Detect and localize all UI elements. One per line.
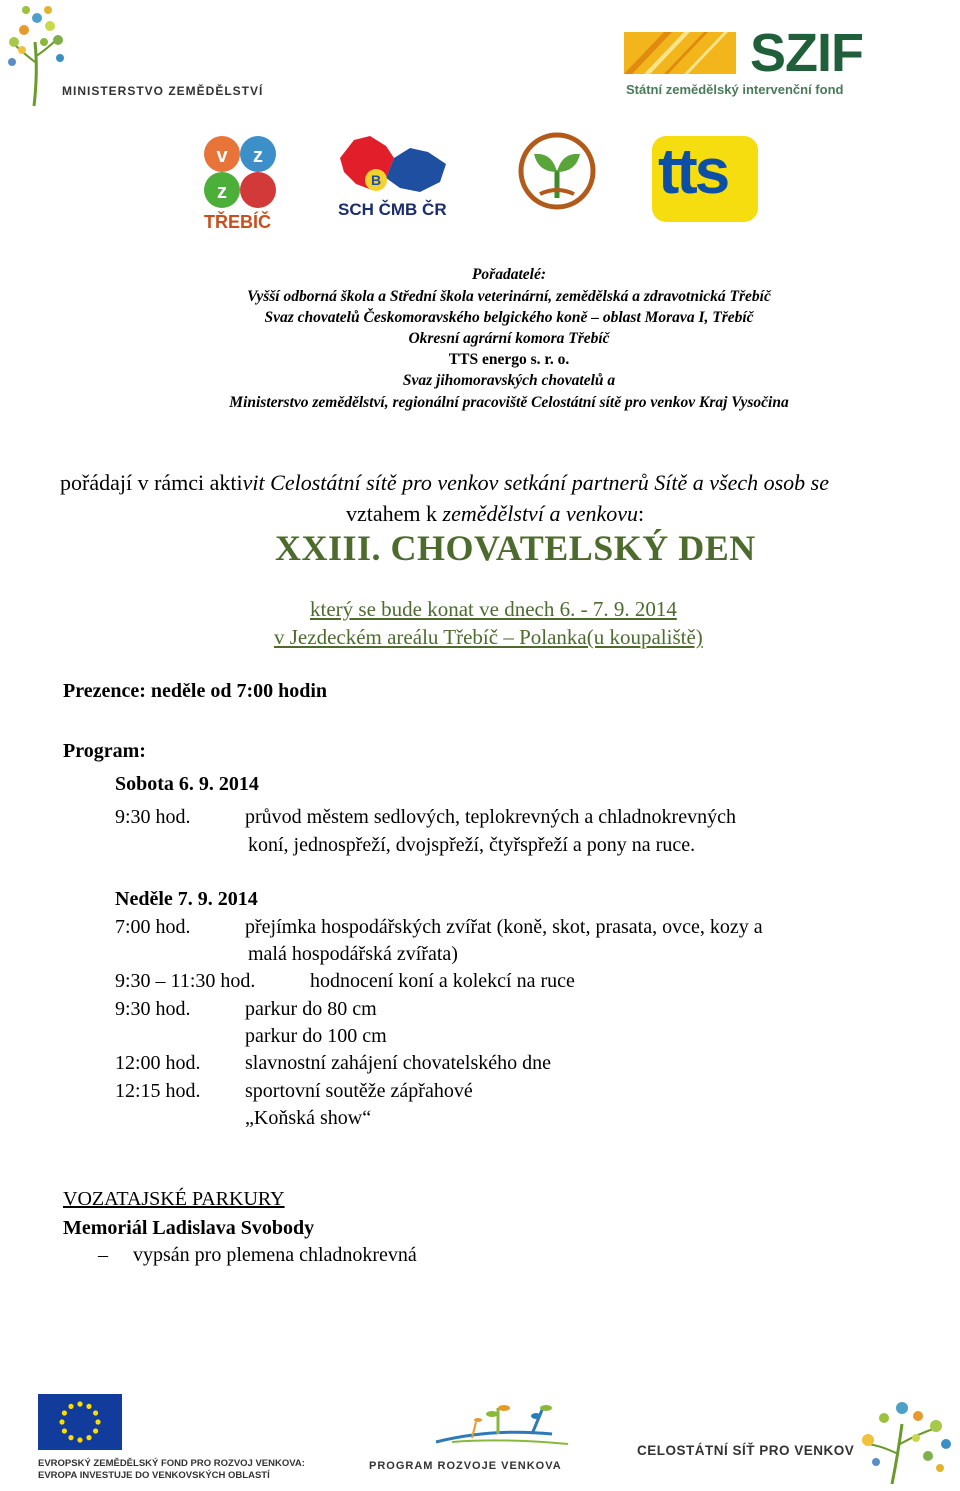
schedule-time: 7:00 hod. xyxy=(115,916,191,938)
svg-text:z: z xyxy=(217,181,227,203)
szif-logo-subtitle: Státní zemědělský intervenční fond xyxy=(626,82,844,97)
schedule-time: 12:00 hod. xyxy=(115,1052,201,1074)
szif-logo xyxy=(624,23,884,100)
organizers-label: Pořadatelé: xyxy=(471,266,547,283)
schcmb-logo xyxy=(336,128,456,224)
schedule-activity: parkur do 100 cm xyxy=(245,1025,387,1047)
event-dates: který se bude konat ve dnech 6. - 7. 9. 2014 xyxy=(310,597,677,621)
prv-logo xyxy=(432,1400,572,1450)
organizer-line: TTS energo s. r. o. xyxy=(448,351,570,368)
sunday-heading: Neděle 7. 9. 2014 xyxy=(115,888,258,910)
schcmb-logo-text: SCH ČMB ČR xyxy=(338,200,447,219)
program-label: Program: xyxy=(63,740,146,762)
eu-fund-text-2: EVROPA INVESTUJE DO VENKOVSKÝCH OBLASTÍ xyxy=(38,1470,270,1481)
memorial-note: vypsán pro plemena chladnokrevná xyxy=(133,1244,417,1266)
czech-map-icon xyxy=(336,128,456,200)
organizer-line: Svaz jihomoravských chovatelů a xyxy=(402,372,616,389)
szif-logo-word: SZIF xyxy=(750,23,863,83)
memorial-dash: – xyxy=(98,1244,108,1266)
organizer-line: Svaz chovatelů Českomoravského belgického koně – oblast Morava I, Třebíč xyxy=(264,309,754,326)
sprout-icon xyxy=(518,132,596,210)
organizer-line: Okresní agrární komora Třebíč xyxy=(408,330,610,347)
schedule-activity: průvod městem sedlových, teplokrevných a chladnokrevných xyxy=(245,806,736,828)
ministry-logo xyxy=(4,2,274,107)
schedule-activity: slavnostní zahájení chovatelského dne xyxy=(245,1052,552,1074)
intro-line-2 xyxy=(346,501,644,527)
schedule-time: 9:30 – 11:30 hod. xyxy=(115,970,256,992)
csv-tree-icon xyxy=(852,1394,956,1486)
eu-flag xyxy=(38,1394,122,1450)
schedule-time: 9:30 hod. xyxy=(115,998,191,1020)
memorial-title: Memoriál Ladislava Svobody xyxy=(63,1217,315,1239)
trebic-logo xyxy=(198,132,282,234)
schedule-activity: sportovní soutěže zápřahové xyxy=(245,1080,473,1102)
agrarian-chamber-logo xyxy=(518,132,598,212)
ministry-tree-icon xyxy=(4,2,66,107)
ministry-logo-text: MINISTERSTVO ZEMĚDĚLSTVÍ xyxy=(62,84,264,98)
intro-line-2c: : xyxy=(638,501,645,526)
organizer-line: Vyšší odborná škola a Střední škola veterinární, zemědělská a zdravotnická Třebíč xyxy=(247,288,771,305)
schedule-activity: hodnocení koní a kolekcí na ruce xyxy=(310,970,575,992)
intro-line-2a: vztahem k xyxy=(346,501,443,526)
eu-stars-icon xyxy=(38,1394,122,1450)
tts-logo-text: tts xyxy=(658,135,728,207)
event-title: XXIII. CHOVATELSKÝ DEN xyxy=(275,528,756,568)
intro-line-1b: vit Celostátní sítě pro venkov setkání partnerů Sítě a všech osob se xyxy=(242,470,829,495)
intro-line-1a: pořádají v rámci akti xyxy=(60,470,243,495)
prv-sprouts-icon xyxy=(432,1400,572,1450)
trebic-clover-icon xyxy=(200,132,280,212)
parkury-heading: VOZATAJSKÉ PARKURY xyxy=(63,1188,285,1210)
szif-field-icon xyxy=(624,32,736,74)
intro-line-1 xyxy=(60,470,829,496)
schedule-activity: parkur do 80 cm xyxy=(245,998,377,1020)
svg-text:z: z xyxy=(253,145,263,167)
tts-logo xyxy=(652,136,758,222)
organizer-line: Ministerstvo zemědělství, regionální pracoviště Celostátní sítě pro venkov Kraj Vysočina xyxy=(229,394,789,411)
csv-text: CELOSTÁTNÍ SÍŤ PRO VENKOV xyxy=(637,1443,855,1458)
saturday-heading: Sobota 6. 9. 2014 xyxy=(115,773,259,795)
presence-text: Prezence: neděle od 7:00 hodin xyxy=(63,680,328,702)
schedule-activity: malá hospodářská zvířata) xyxy=(248,943,458,965)
schedule-activity: přejímka hospodářských zvířat (koně, skot, prasata, ovce, kozy a xyxy=(245,916,763,938)
schedule-activity: „Koňská show“ xyxy=(245,1107,372,1129)
csv-tree-logo xyxy=(852,1394,956,1486)
prv-text: PROGRAM ROZVOJE VENKOVA xyxy=(369,1460,562,1472)
schedule-time: 9:30 hod. xyxy=(115,806,191,828)
intro-line-2b: zemědělství a venkovu xyxy=(442,501,638,526)
eu-fund-text-1: EVROPSKÝ ZEMĚDĚLSKÝ FOND PRO ROZVOJ VENKOVA: xyxy=(38,1458,305,1469)
svg-text:B: B xyxy=(370,172,382,188)
schedule-time: 12:15 hod. xyxy=(115,1080,201,1102)
svg-text:v: v xyxy=(216,145,228,167)
schedule-activity: koní, jednospřeží, dvojspřeží, čtyřspřeží a pony na ruce. xyxy=(248,834,696,856)
trebic-logo-text: TŘEBÍČ xyxy=(204,212,271,232)
event-place: v Jezdeckém areálu Třebíč – Polanka(u koupaliště) xyxy=(274,625,703,649)
